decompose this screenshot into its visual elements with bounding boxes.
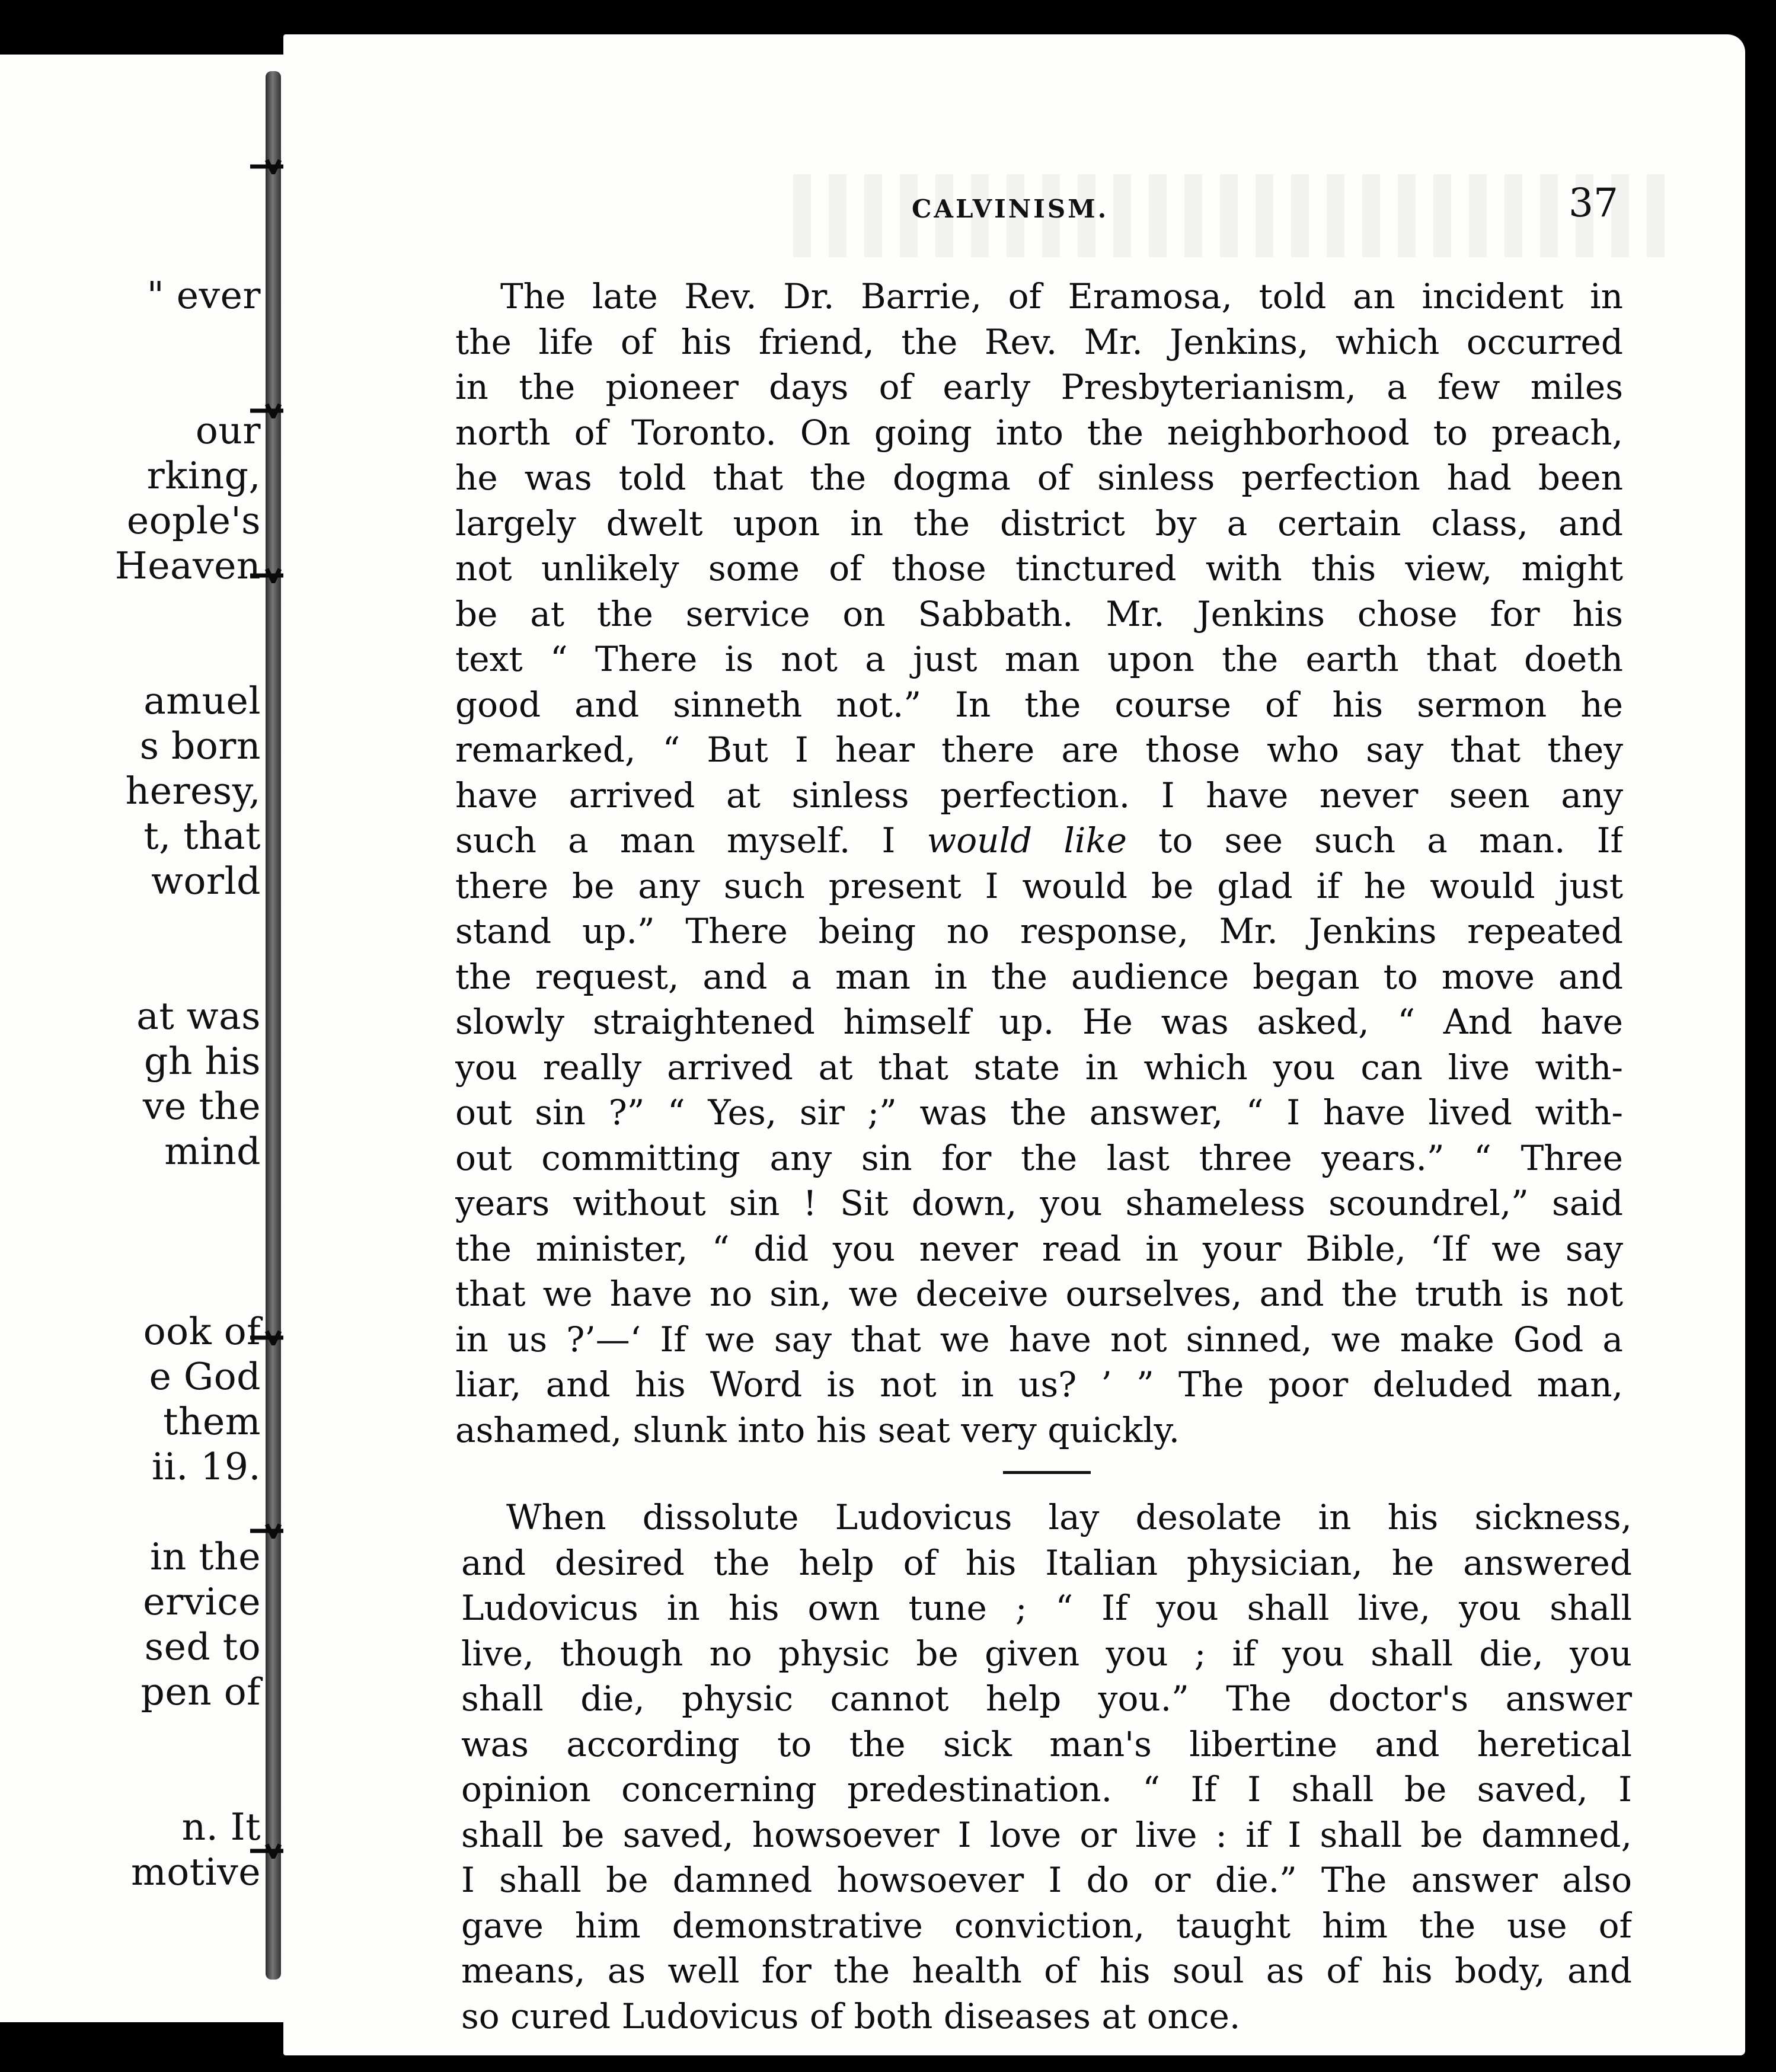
text-line: The late Rev. Dr. Barrie, of Eramosa, told an incident in [500, 276, 1623, 316]
text-line: in the pioneer days of early Presbyterianism, a few miles [455, 367, 1623, 407]
left-line: rking, [146, 454, 261, 497]
left-line: ook of [143, 1310, 261, 1353]
left-line: motive [130, 1850, 261, 1894]
left-line: " ever [146, 274, 261, 317]
left-line: our [195, 409, 261, 452]
text-line: out sin ?” “ Yes, sir ;” was the answer, “ I have lived with- [455, 1092, 1623, 1133]
text-segment: to see such a man. If [1158, 820, 1623, 861]
book-binding [266, 71, 281, 1980]
text-line: the minister, “ did you never read in your Bible, ‘If we say [455, 1228, 1623, 1269]
left-line: ii. 19. [151, 1445, 261, 1488]
text-line: When dissolute Ludovicus lay desolate in his sickness, [506, 1497, 1632, 1537]
text-line: he was told that the dogma of sinless perfection had been [455, 458, 1623, 498]
text-line: largely dwelt upon in the district by a certain class, and [455, 503, 1623, 543]
text-line: remarked, “ But I hear there are those who say that they [455, 730, 1623, 770]
section-separator [1003, 1471, 1091, 1474]
text-line: not unlikely some of those tinctured with this view, might [455, 548, 1623, 589]
left-line: heresy, [125, 769, 261, 813]
left-line: pen of [140, 1670, 261, 1713]
left-line: at was [136, 995, 261, 1038]
left-line: ervice [143, 1580, 261, 1623]
left-line: sed to [144, 1625, 261, 1668]
left-line: ve the [142, 1085, 261, 1128]
left-line: in the [150, 1535, 261, 1578]
text-line: I shall be damned howsoever I do or die.” The answer also [461, 1860, 1632, 1900]
left-line: eople's [126, 499, 261, 542]
left-line: Heaven [114, 544, 261, 587]
running-head [283, 159, 1745, 226]
text-line: north of Toronto. On going into the neighborhood to preach, [455, 412, 1623, 453]
text-line: so cured Ludovicus of both diseases at once. [461, 1996, 1241, 2036]
left-line: s born [139, 724, 261, 768]
left-line: e God [149, 1355, 261, 1398]
text-line: liar, and his Word is not in us? ’ ” The poor deluded man, [455, 1364, 1623, 1405]
text-line: years without sin ! Sit down, you shameless scoundrel,” said [455, 1183, 1623, 1223]
text-line: ashamed, slunk into his seat very quickly. [455, 1409, 1180, 1450]
text-line: was according to the sick man's libertine and heretical [461, 1724, 1632, 1764]
paragraph-jenkins-anecdote [455, 274, 1623, 1453]
text-line: live, though no physic be given you ; if you shall die, you [461, 1633, 1632, 1674]
left-line: amuel [143, 679, 261, 722]
text-line: opinion concerning predestination. “ If I shall be saved, I [461, 1769, 1632, 1809]
running-title: CALVINISM. [912, 194, 1109, 223]
text-line: stand up.” There being no response, Mr. Jenkins repeated [455, 911, 1623, 951]
text-line: slowly straightened himself up. He was asked, “ And have [455, 1002, 1623, 1042]
left-line: world [151, 859, 261, 903]
left-line: gh his [144, 1040, 261, 1083]
left-line: n. It [181, 1805, 261, 1849]
text-line: text “ There is not a just man upon the earth that doeth [455, 639, 1623, 679]
text-line: and desired the help of his Italian physician, he answered [461, 1542, 1632, 1583]
left-line: mind [164, 1130, 261, 1173]
left-line: t, that [143, 814, 261, 858]
text-line: out committing any sin for the last three years.” “ Three [455, 1137, 1623, 1178]
text-line: have arrived at sinless perfection. I have never seen any [455, 775, 1623, 816]
text-line: shall be saved, howsoever I love or live : if I shall be damned, [461, 1814, 1632, 1855]
right-page [283, 34, 1745, 2055]
text-line: that we have no sin, we deceive ourselves, and the truth is not [455, 1274, 1623, 1314]
text-line: shall die, physic cannot help you.” The doctor's answer [461, 1678, 1632, 1719]
text-line: good and sinneth not.” In the course of his sermon he [455, 684, 1623, 725]
text-line: there be any such present I would be glad if he would just [455, 865, 1623, 906]
text-line: Ludovicus in his own tune ; “ If you shall live, you shall [461, 1588, 1632, 1628]
text-line: gave him demonstrative conviction, taught him the use of [461, 1905, 1632, 1946]
text-line: means, as well for the health of his soul as of his body, and [461, 1951, 1632, 1991]
text-line: the life of his friend, the Rev. Mr. Jenkins, which occurred [455, 321, 1623, 362]
left-page-fragment [0, 55, 287, 2022]
left-line: them [163, 1400, 261, 1443]
text-segment: such a man myself. I [455, 820, 896, 861]
text-line: be at the service on Sabbath. Mr. Jenkins chose for his [455, 593, 1623, 634]
text-line: you really arrived at that state in which you can live with- [455, 1047, 1623, 1088]
text-line: the request, and a man in the audience began to move and [455, 956, 1623, 997]
text-line: in us ?’—‘ If we say that we have not sinned, we make God a [455, 1319, 1623, 1360]
paragraph-ludovicus [461, 1495, 1632, 2039]
italic-phrase: would like [927, 820, 1127, 861]
page-number: 37 [1569, 180, 1618, 226]
text-line-with-italic [455, 818, 1623, 864]
